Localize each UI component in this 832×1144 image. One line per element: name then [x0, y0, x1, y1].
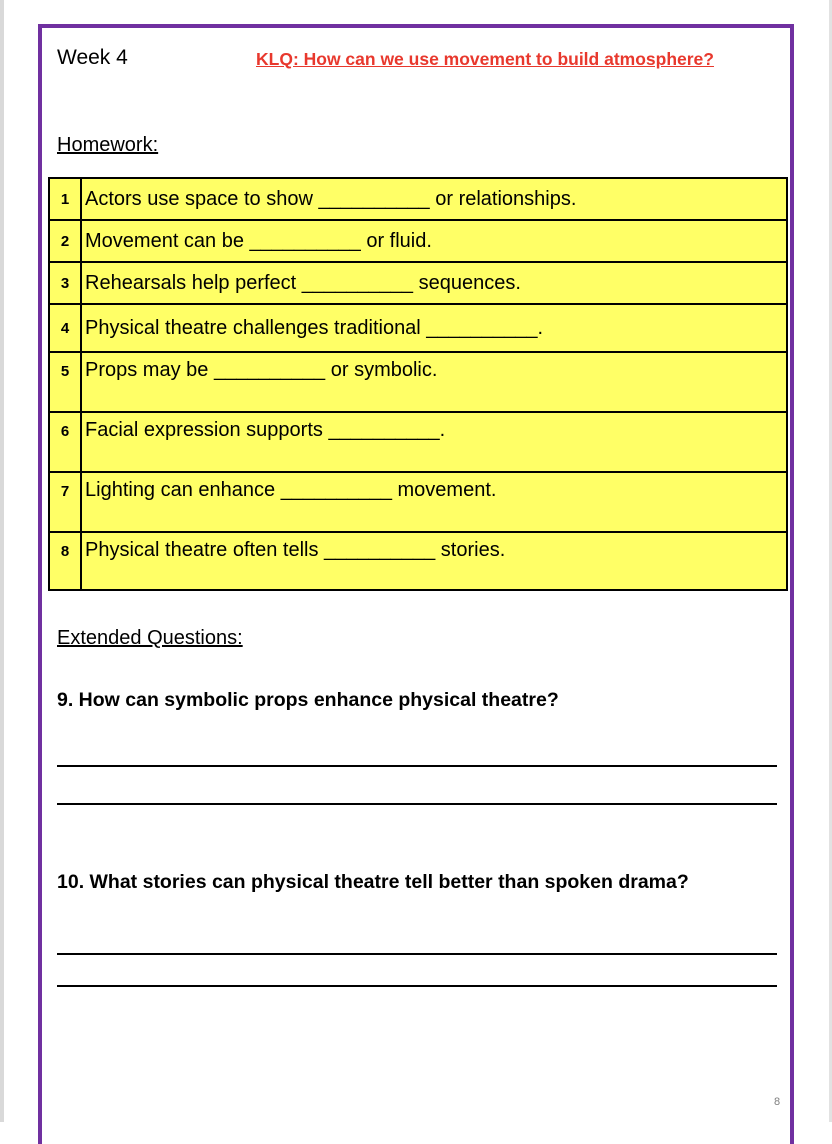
- row-text: Props may be __________ or symbolic.: [81, 352, 787, 412]
- row-number: 2: [49, 220, 81, 262]
- homework-row: [49, 304, 787, 352]
- row-text: Rehearsals help perfect __________ sequences.: [81, 262, 787, 304]
- extended-questions-heading: Extended Questions:: [57, 627, 243, 649]
- row-text: Physical theatre often tells __________ stories.: [81, 532, 787, 590]
- row-number: 3: [49, 262, 81, 304]
- homework-row: [49, 472, 787, 532]
- homework-row: [49, 220, 787, 262]
- question-10: 10. What stories can physical theatre tell better than spoken drama?: [57, 871, 689, 893]
- row-text: Lighting can enhance __________ movement.: [81, 472, 787, 532]
- page-number: 8: [774, 1096, 781, 1108]
- key-learning-question: KLQ: How can we use movement to build atmosphere?: [256, 49, 714, 69]
- row-number: 4: [49, 304, 81, 352]
- answer-line[interactable]: [57, 765, 777, 767]
- answer-line[interactable]: [57, 803, 777, 805]
- row-text: Physical theatre challenges traditional __________.: [81, 304, 787, 352]
- row-text: Movement can be __________ or fluid.: [81, 220, 787, 262]
- answer-line[interactable]: [57, 953, 777, 955]
- homework-heading: Homework:: [57, 134, 159, 156]
- answer-line[interactable]: [57, 985, 777, 987]
- homework-row: [49, 352, 787, 412]
- row-text: Actors use space to show __________ or relationships.: [81, 178, 787, 220]
- row-number: 7: [49, 472, 81, 532]
- row-text: Facial expression supports __________.: [81, 412, 787, 472]
- homework-row: [49, 412, 787, 472]
- homework-row: [49, 178, 787, 220]
- homework-table: [48, 177, 788, 591]
- row-number: 6: [49, 412, 81, 472]
- row-number: 8: [49, 532, 81, 590]
- page-edge-left: [0, 0, 4, 1122]
- week-label: Week 4: [57, 46, 128, 69]
- homework-row: [49, 262, 787, 304]
- row-number: 5: [49, 352, 81, 412]
- row-number: 1: [49, 178, 81, 220]
- homework-row: [49, 532, 787, 590]
- question-9: 9. How can symbolic props enhance physical theatre?: [57, 689, 559, 711]
